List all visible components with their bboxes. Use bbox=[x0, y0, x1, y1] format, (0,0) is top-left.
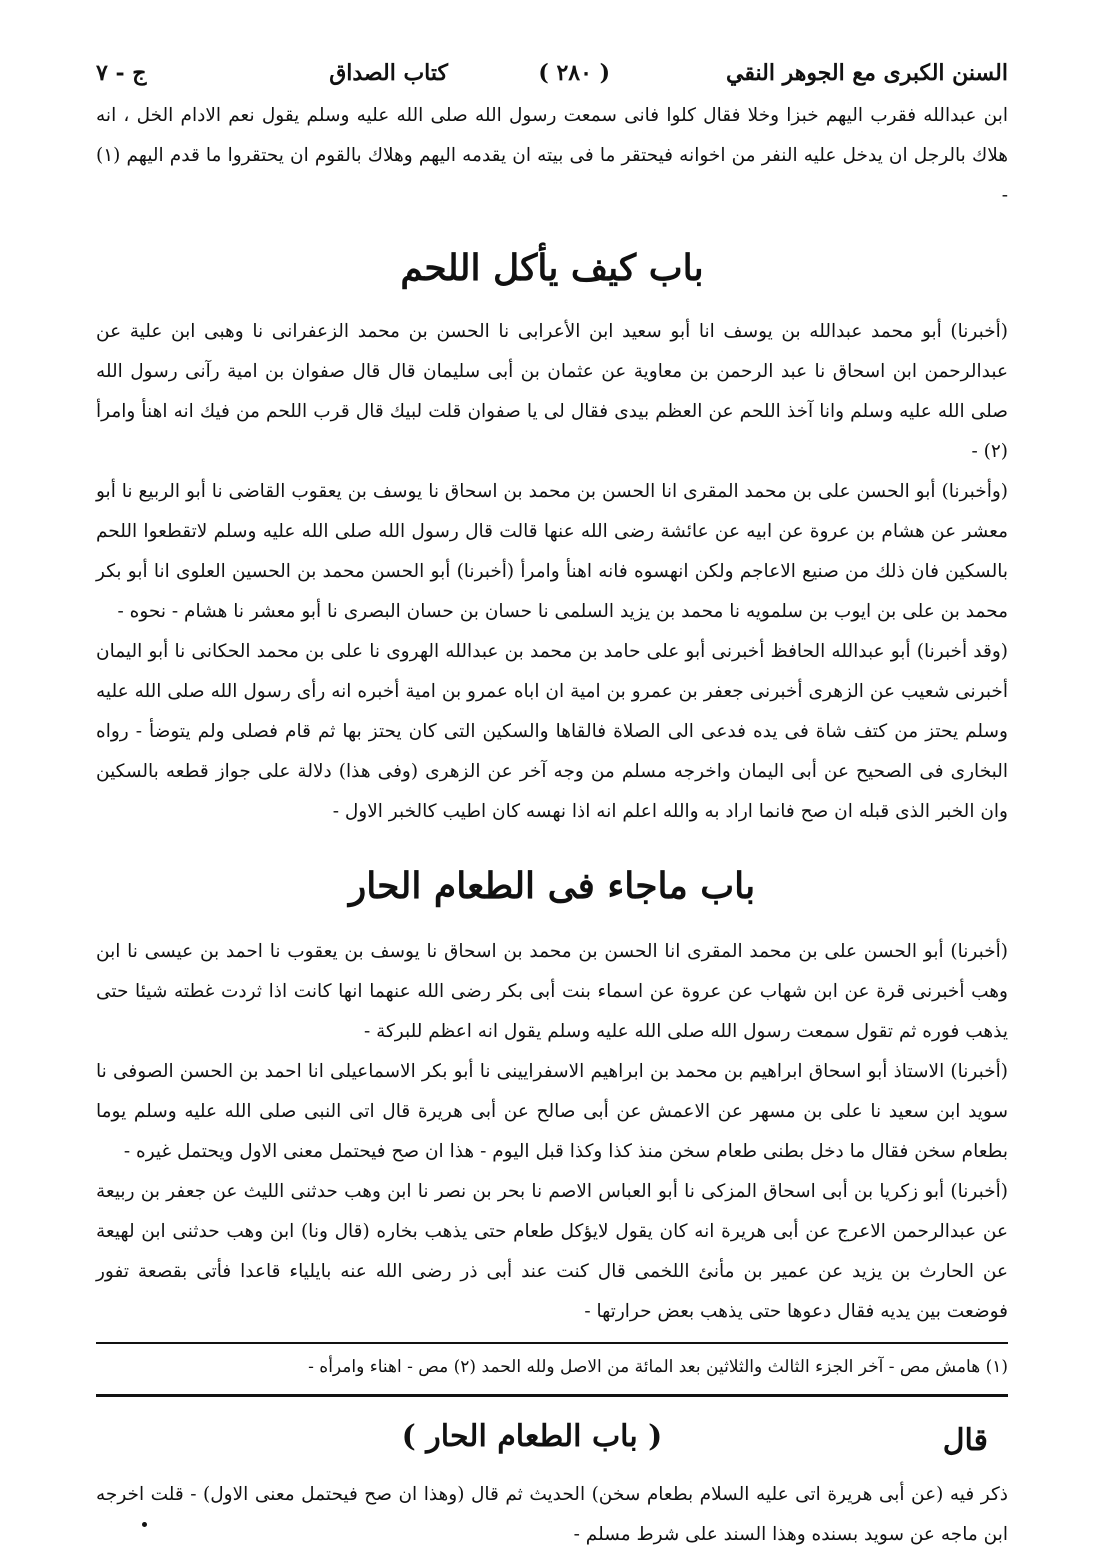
section-title-eating-meat: باب كيف يأكل اللحم bbox=[400, 247, 704, 289]
commentary-heading bbox=[96, 1405, 1008, 1475]
hadith-paragraph: (أخبرنا) أبو زكريا بن أبى اسحاق المزكى نا أبو العباس الاصم نا بحر بن نصر نا ابن وهب حدثنى الليث عن جعفر بن ربيعة عن عبدالرحمن الاعرج عن أبى هريرة انه كان يقول لايؤكل طعام حتى يذهب بخاره (قال ونا) ابن وهب حدثنى ابن لهيعة عن الحارث بن يزيد عن عمير بن مأنئ اللخمى قال كنت عند أبى ذر رضى الله عنه بايلياء قاعدا فأتى بقصعة تفور فوضعت بين يديه فقال دعوها حتى يذهب بعض حرارتها - bbox=[96, 1181, 1008, 1322]
header-volume: ج - ٧ bbox=[96, 60, 147, 86]
footnote: (١) هامش مص - آخر الجزء الثالث والثلاثين بعد المائة من الاصل ولله الحمد (٢) مص - اهناء وامرأه - bbox=[308, 1357, 1008, 1377]
header-chapter: كتاب الصداق bbox=[329, 60, 448, 86]
hadith-paragraph: (أخبرنا) أبو محمد عبدالله بن يوسف انا أبو سعيد ابن الأعرابى نا الحسن بن محمد الزعفرانى نا وهبى ابن علية عن عبدالرحمن ابن اسحاق نا عبد الرحمن بن معاوية عن عثمان بن أبى سليمان قال قال صفوان بن امية رآنى رسول الله صلى الله عليه وسلم وانا آخذ اللحم عن العظم بيدى فقال لى يا صفوان قلت لبيك قال قرب اللحم من فيك انه اهنأ وامرأ (٢) - bbox=[96, 321, 1008, 462]
section-title-hot-food: باب ماجاء فى الطعام الحار bbox=[348, 865, 756, 907]
header-book-title: السنن الكبرى مع الجوهر النقي bbox=[726, 60, 1008, 86]
hadith-paragraph: (وأخبرنا) أبو الحسن على بن محمد المقرى انا الحسن بن محمد بن اسحاق نا يوسف بن يعقوب القاضى نا أبو الربيع نا أبو معشر عن هشام بن عروة عن ابيه عن عائشة رضى الله عنها قالت قال رسول الله صلى الله عليه وسلم لاتقطعوا اللحم بالسكين فان ذلك من صنيع الاعاجم ولكن انهسوه فانه اهنأ وامرأ (أخبرنا) أبو الحسن محمد بن الحسين العلوى انا أبو بكر محمد بن على بن ايوب بن سلمويه نا محمد بن يزيد السلمى نا حسان بن حسان البصرى نا أبو معشر نا هشام - نحوه - bbox=[96, 481, 1008, 622]
running-header bbox=[96, 52, 1008, 96]
commentary-title: ( باب الطعام الحار ) bbox=[401, 1419, 663, 1454]
hadith-paragraph: (أخبرنا) أبو الحسن على بن محمد المقرى انا الحسن بن محمد بن اسحاق نا يوسف بن يعقوب نا احمد بن عيسى نا ابن وهب أخبرنى قرة عن ابن شهاب عن عروة عن اسماء بنت أبى بكر رضى الله عنهما انها كانت اذا ثردت غطته شيئا حتى يذهب فوره ثم تقول سمعت رسول الله صلى الله عليه وسلم يقول انه اعظم للبركة - bbox=[96, 941, 1008, 1042]
commentary-qala: قال bbox=[942, 1423, 988, 1458]
header-page-number: ( ٢٨٠ ) bbox=[538, 60, 610, 86]
hadith-paragraph: (أخبرنا) الاستاذ أبو اسحاق ابراهيم بن محمد بن ابراهيم الاسفرايينى نا أبو بكر الاسماعيلى انا احمد بن الحسن الصوفى نا سويد ابن سعيد نا على بن مسهر عن الاعمش عن أبى صالح عن أبى هريرة قال اتى النبى صلى الله عليه وسلم يوما بطعام سخن فقال ما دخل بطنى طعام سخن منذ كذا وكذا قبل اليوم - هذا ان صح فيحتمل معنى الاول ويحتمل غيره - bbox=[96, 1061, 1008, 1162]
commentary-text: ذكر فيه (عن أبى هريرة اتى عليه السلام بطعام سخن) الحديث ثم قال (وهذا ان صح فيحتمل معنى الاول) - قلت اخرجه ابن ماجه عن سويد بسنده وهذا السند على شرط مسلم - bbox=[96, 1484, 1008, 1545]
ink-dot bbox=[142, 1522, 147, 1527]
hadith-paragraph: (وقد أخبرنا) أبو عبدالله الحافظ أخبرنى أبو على حامد بن محمد بن عبدالله الهروى نا على بن محمد الحكانى نا أبو اليمان أخبرنى شعيب عن الزهرى أخبرنى جعفر بن عمرو بن امية ان اباه عمرو بن امية أخبره انه رأى رسول الله صلى الله عليه وسلم يحتز من كتف شاة فى يده فدعى الى الصلاة فالقاها والسكين التى كان يحتز بها ثم قام فصلى ولم يتوضأ - رواه البخارى فى الصحيح عن أبى اليمان واخرجه مسلم من وجه آخر عن الزهرى (وفى هذا) دلالة على جواز قطعه بالسكين وان الخبر الذى قبله ان صح فانما اراد به والله اعلم انه اذا نهسه كان اطيب كالخبر الاول - bbox=[96, 641, 1008, 822]
intro-paragraph: ابن عبدالله فقرب اليهم خبزا وخلا فقال كلوا فانى سمعت رسول الله صلى الله عليه وسلم يقول نعم الادام الخل ، انه هلاك بالرجل ان يدخل عليه النفر من اخوانه فيحتقر ما فى بيته ان يقدمه اليهم وهلاك بالقوم ان يحتقروا ما قدم اليهم (١) - bbox=[96, 105, 1008, 206]
commentary-separator bbox=[96, 1394, 1008, 1397]
